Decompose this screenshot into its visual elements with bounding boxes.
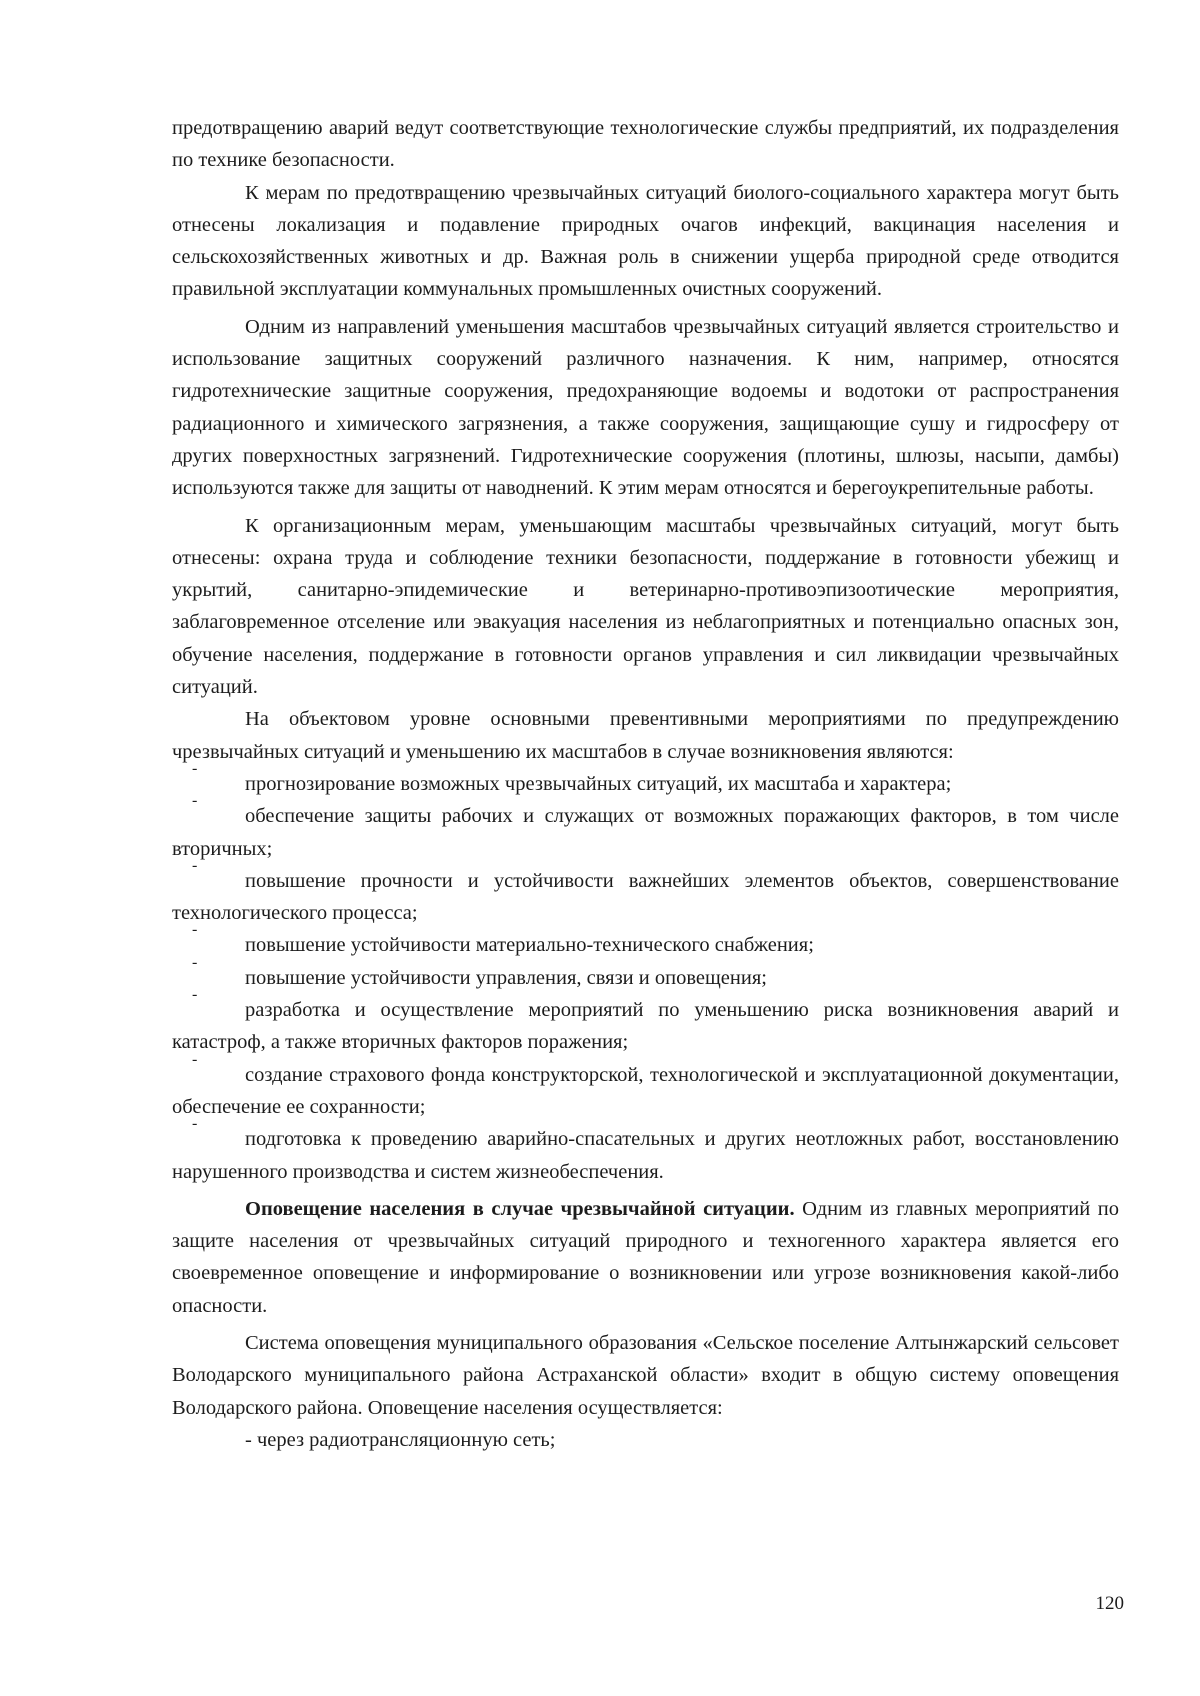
paragraph-warning-system: Система оповещения муниципального образования «Сельское поселение Алтынжарский сельсовет Володарского муниципального района Астраханской области» входит в общую систему оповещения Володарского района. Оповещение населения осуществляется: — [172, 1331, 1119, 1419]
paragraph-continuation: предотвращению аварий ведут соответствующие технологические службы предприятий, их подразделения по технике безопасности. — [172, 117, 1119, 172]
preventive-measures-list — [172, 759, 1119, 1188]
paragraph-bio-social-measures: К мерам по предотвращению чрезвычайных ситуаций биолого-социального характера могут быть отнесены локализация и подавление природных очагов инфекций, вакцинация населения и сельскохозяйственных животных и др. Важная роль в снижении ущерба природной среде отводится правильной эксплуатации коммунальных промышленных очистных сооружений. — [172, 181, 1119, 301]
dash-marker: - — [192, 1115, 198, 1133]
list-item — [172, 856, 1119, 930]
warning-heading: Оповещение населения в случае чрезвычайной ситуации. — [245, 1197, 795, 1220]
list-item-text: обеспечение защиты рабочих и служащих от возможных поражающих факторов, в том числе вторичных; — [172, 805, 1119, 860]
list-item-text: повышение устойчивости управления, связи и оповещения; — [245, 966, 767, 989]
list-item-text: разработка и осуществление мероприятий по уменьшению риска возникновения аварий и катастроф, а также вторичных факторов поражения; — [172, 999, 1119, 1054]
dash-marker: - — [192, 792, 198, 810]
dash-marker: - — [192, 953, 198, 971]
list-item — [172, 921, 1119, 961]
list-item — [172, 1050, 1119, 1124]
list-item-text: создание страхового фонда конструкторской, технологической и эксплуатационной документации, обеспечение ее сохранности; — [172, 1063, 1119, 1118]
list-item — [172, 986, 1119, 1059]
paragraph-radio-network: - через радиотрансляционную сеть; — [245, 1428, 556, 1451]
list-item — [172, 1115, 1119, 1188]
list-item — [172, 953, 1119, 994]
list-item-text: повышение прочности и устойчивости важнейших элементов объектов, совершенствование технологического процесса; — [172, 869, 1119, 925]
document-page — [172, 112, 1119, 1456]
list-item-text: повышение устойчивости материально-технического снабжения; — [245, 934, 814, 957]
list-item-text: подготовка к проведению аварийно-спасательных и других неотложных работ, восстановлению нарушенного производства и систем жизнеобеспечения. — [172, 1128, 1119, 1183]
dash-marker: - — [192, 986, 198, 1004]
list-item — [172, 759, 1119, 800]
paragraph-protective-structures: Одним из направлений уменьшения масштабов чрезвычайных ситуаций является строительство и использование защитных сооружений различного назначения. К ним, например, относятся гидротехнические защитные сооружения, предохраняющие водоемы и водотоки от распространения радиационного и химического загрязнения, а также сооружения, защищающие сушу и гидросферу от других поверхностных загрязнений. Гидротехнические сооружения (плотины, шлюзы, насыпи, дамбы) используются также для защиты от наводнений. К этим мерам относятся и берегоукрепительные работы. — [172, 315, 1119, 500]
page-number: 120 — [1095, 1593, 1124, 1614]
list-item-text: прогнозирование возможных чрезвычайных ситуаций, их масштаба и характера; — [245, 772, 952, 795]
paragraph-population-warning — [172, 1193, 1119, 1322]
dash-marker: - — [192, 921, 198, 939]
list-item — [172, 792, 1119, 865]
paragraph-object-level: На объектовом уровне основными превентивными мероприятиями по предупреждению чрезвычайных ситуаций и уменьшению их масштабов в случае возникновения являются: — [172, 708, 1119, 763]
dash-marker: - — [192, 759, 198, 777]
dash-marker: - — [192, 856, 198, 874]
warning-text: Одним из главных мероприятий по защите населения от чрезвычайных ситуаций природного и техногенного характера является его своевременное оповещение и информирование о возникновении или угрозе возникновения какой-либо опасности. — [172, 1197, 1119, 1317]
dash-marker: - — [192, 1050, 198, 1068]
paragraph-organizational-measures: К организационным мерам, уменьшающим масштабы чрезвычайных ситуаций, могут быть отнесены: охрана труда и соблюдение техники безопасности, поддержание в готовности убежищ и укрытий, санитарно-эпидемические и ветеринарно-противоэпизоотические мероприятия, заблаговременное отселение или эвакуация населения из неблагоприятных и потенциально опасных зон, обучение населения, поддержание в готовности органов управления и сил ликвидации чрезвычайных ситуаций. — [172, 514, 1119, 699]
